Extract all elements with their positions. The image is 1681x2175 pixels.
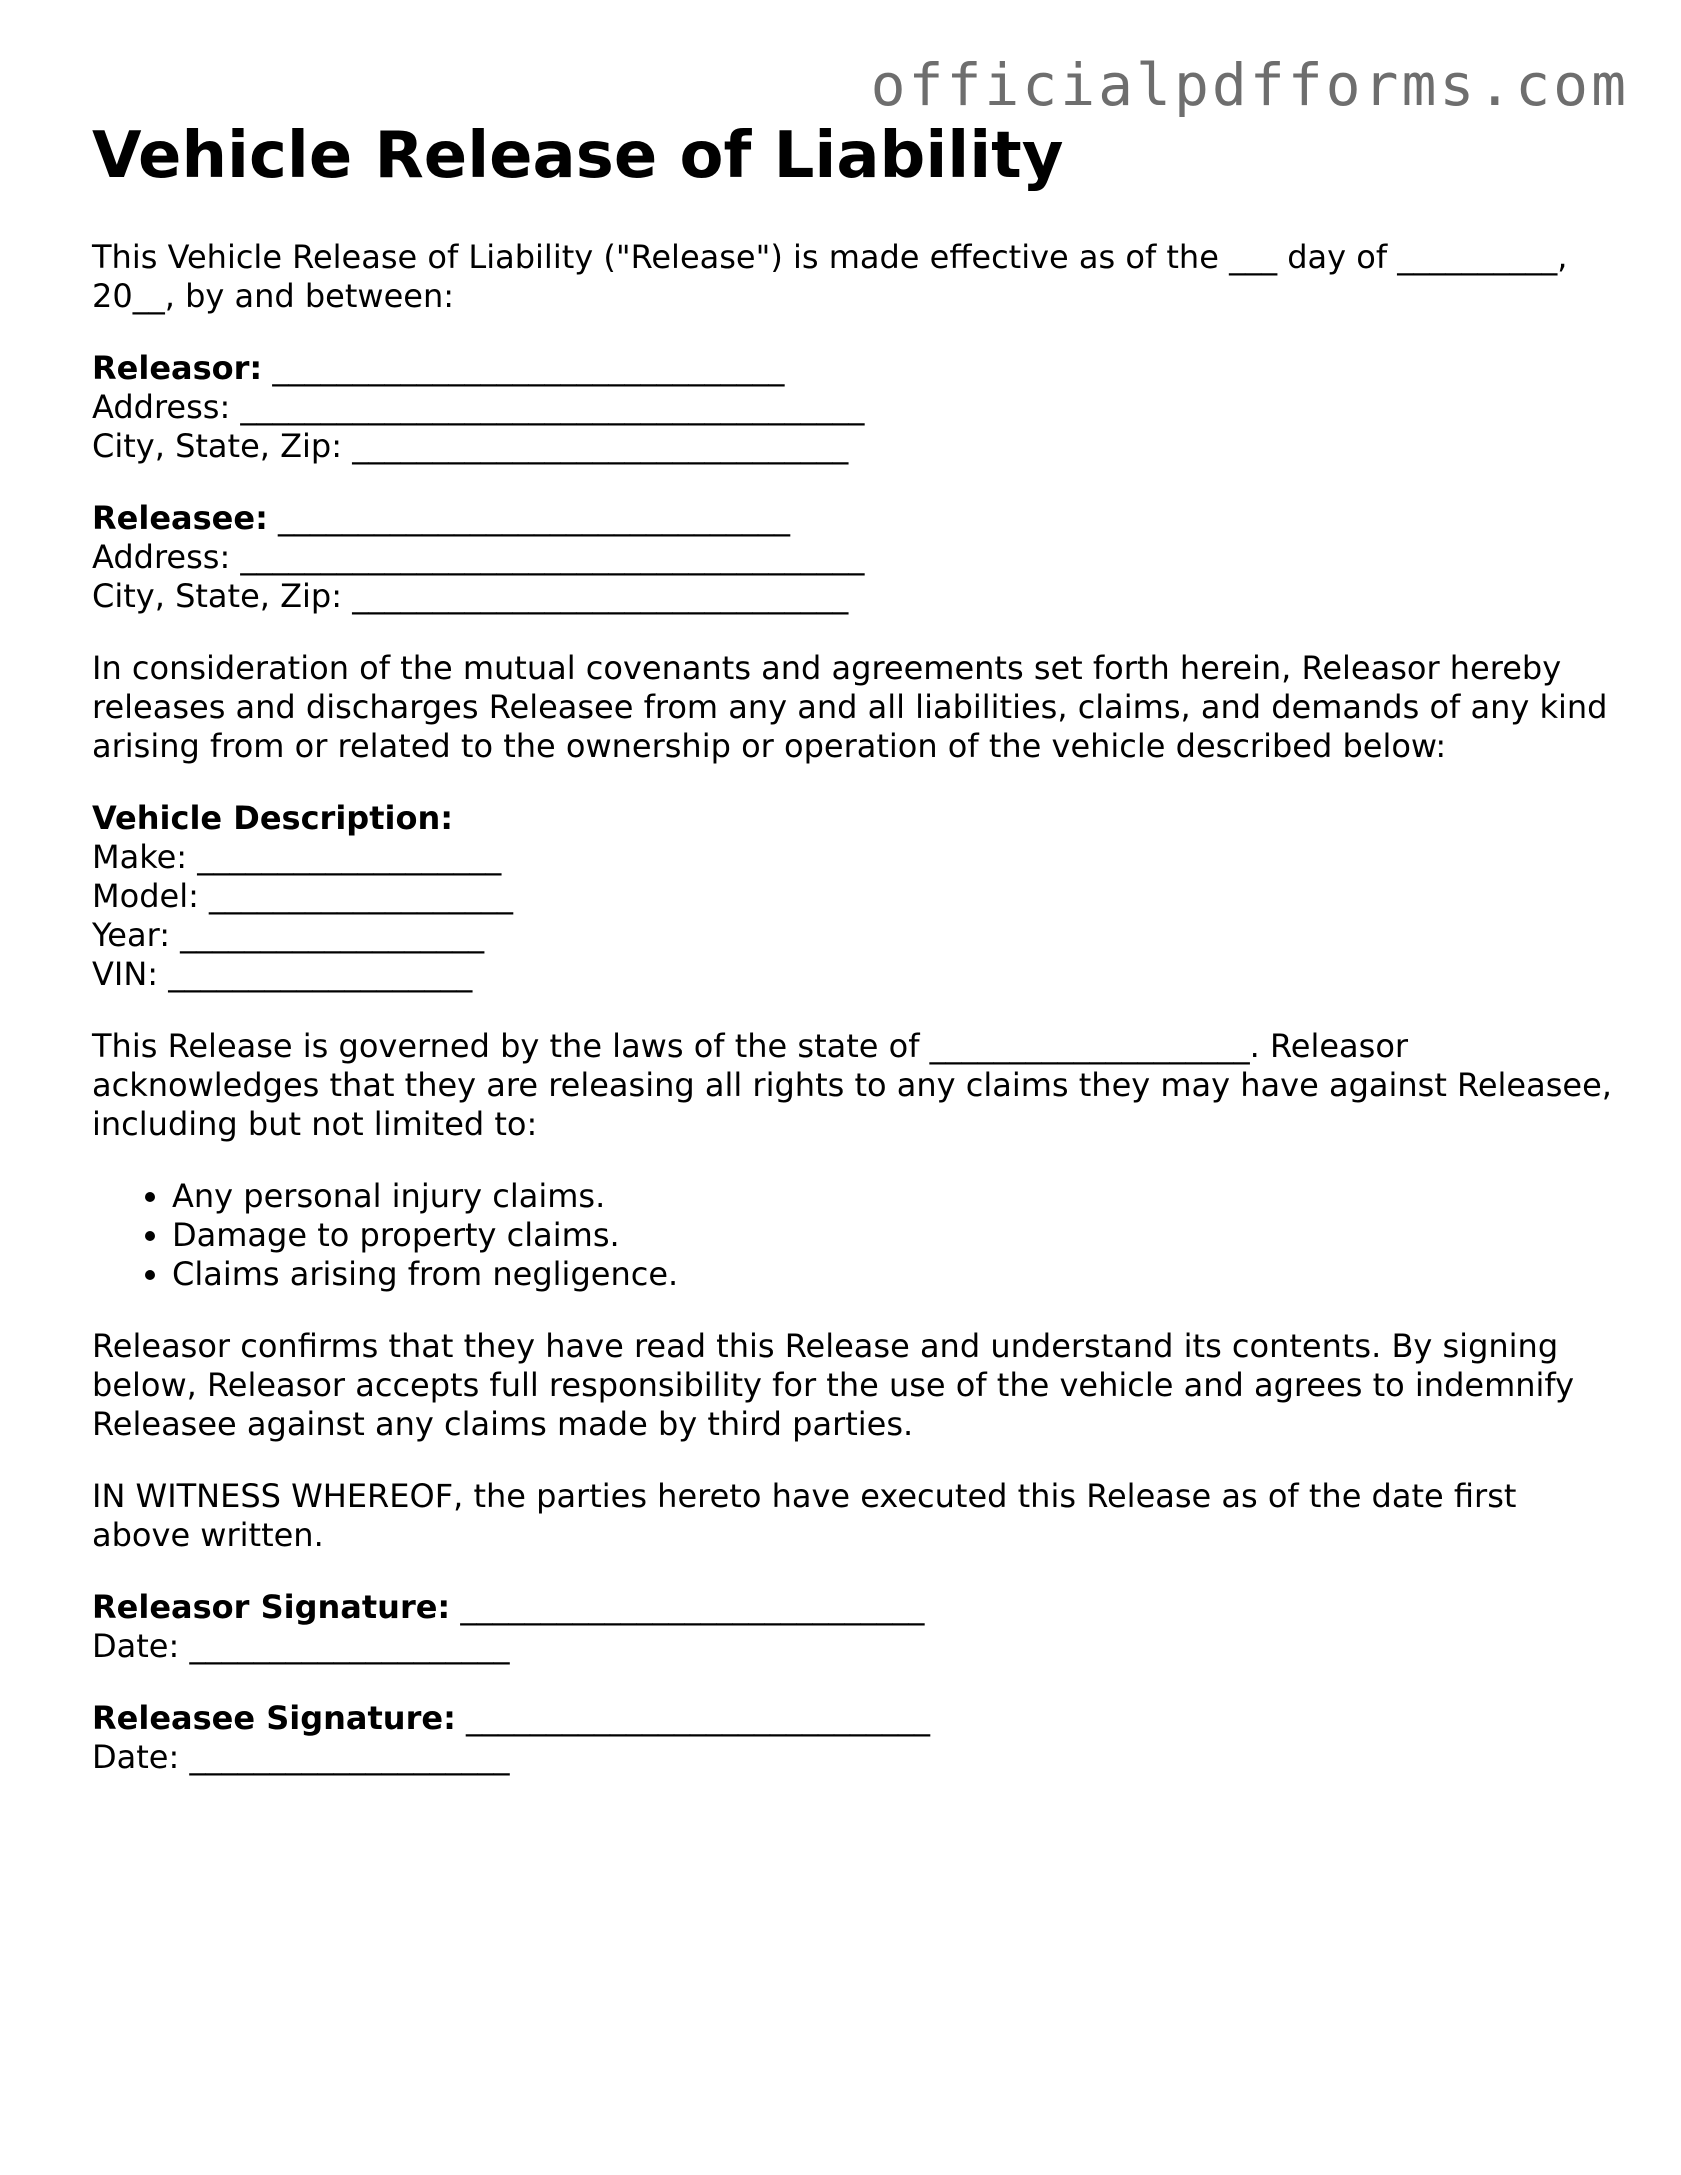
releasee-line [92,499,1612,538]
witness-paragraph: IN WITNESS WHEREOF, the parties hereto have executed this Release as of the date first above written. [92,1477,1517,1554]
releasor-city-state-zip-field[interactable]: City, State, Zip: _______________________________ [92,427,849,465]
claims-list [92,1177,1612,1294]
vehicle-description-heading: Vehicle Description: [92,799,454,837]
releasor-block [92,349,1612,466]
consideration-paragraph: In consideration of the mutual covenants and agreements set forth herein, Releasor hereby releases and discharges Releasee from any and all liabilities, claims, and demands of any kind arising from or related to the ownership or operation of the vehicle described below: [92,649,1608,765]
vehicle-model-field[interactable]: Model: ___________________ [92,877,514,915]
releasor-address-field[interactable]: Address: _______________________________________ [92,388,865,426]
releasor-name-field[interactable]: ________________________________ [262,349,785,387]
releasee-address-field[interactable]: Address: _______________________________________ [92,538,865,576]
releasee-label: Releasee: [92,499,268,537]
vehicle-year-field[interactable]: Year: ___________________ [92,916,485,954]
list-item: • Damage to property claims. [172,1216,1612,1255]
vehicle-vin-field[interactable]: VIN: ___________________ [92,955,473,993]
releasee-signature-field[interactable]: _____________________________ [455,1699,931,1737]
releasor-line [92,349,1612,388]
releasee-signature-block [92,1699,1612,1777]
list-item: • Claims arising from negligence. [172,1255,1612,1294]
document-title: Vehicle Release of Liability [92,119,1064,193]
watermark: officialpdfforms.com [870,51,1629,119]
releasor-date-field[interactable]: Date: ____________________ [92,1627,510,1665]
releasor-signature-label: Releasor Signature: [92,1588,451,1626]
releasee-name-field[interactable]: ________________________________ [267,499,791,537]
releasor-signature-block [92,1588,1612,1666]
governing-law-paragraph: This Release is governed by the laws of the state of ____________________. Releasor acknowledges that they are releasing all rights to any claims they may have against Releasee, including but not limited to: [92,1027,1612,1143]
vehicle-description-block [92,799,1612,994]
confirmation-paragraph: Releasor confirms that they have read this Release and understand its contents. By signing below, Releasor accepts full responsibility for the use of the vehicle and agrees to indemnify Releasee against any claims made by third parties. [92,1327,1575,1443]
intro-paragraph: This Vehicle Release of Liability ("Release") is made effective as of the ___ day of __________, 20__, by and between: [92,238,1568,315]
releasee-signature-label: Releasee Signature: [92,1699,456,1737]
vehicle-make-field[interactable]: Make: ___________________ [92,838,502,876]
releasee-block [92,499,1612,616]
releasor-label: Releasor: [92,349,263,387]
releasee-city-state-zip-field[interactable]: City, State, Zip: _______________________________ [92,577,849,615]
list-item: • Any personal injury claims. [172,1177,1612,1216]
releasor-signature-field[interactable]: _____________________________ [450,1588,925,1626]
document-page [92,118,1612,1810]
releasee-date-field[interactable]: Date: ____________________ [92,1738,510,1776]
